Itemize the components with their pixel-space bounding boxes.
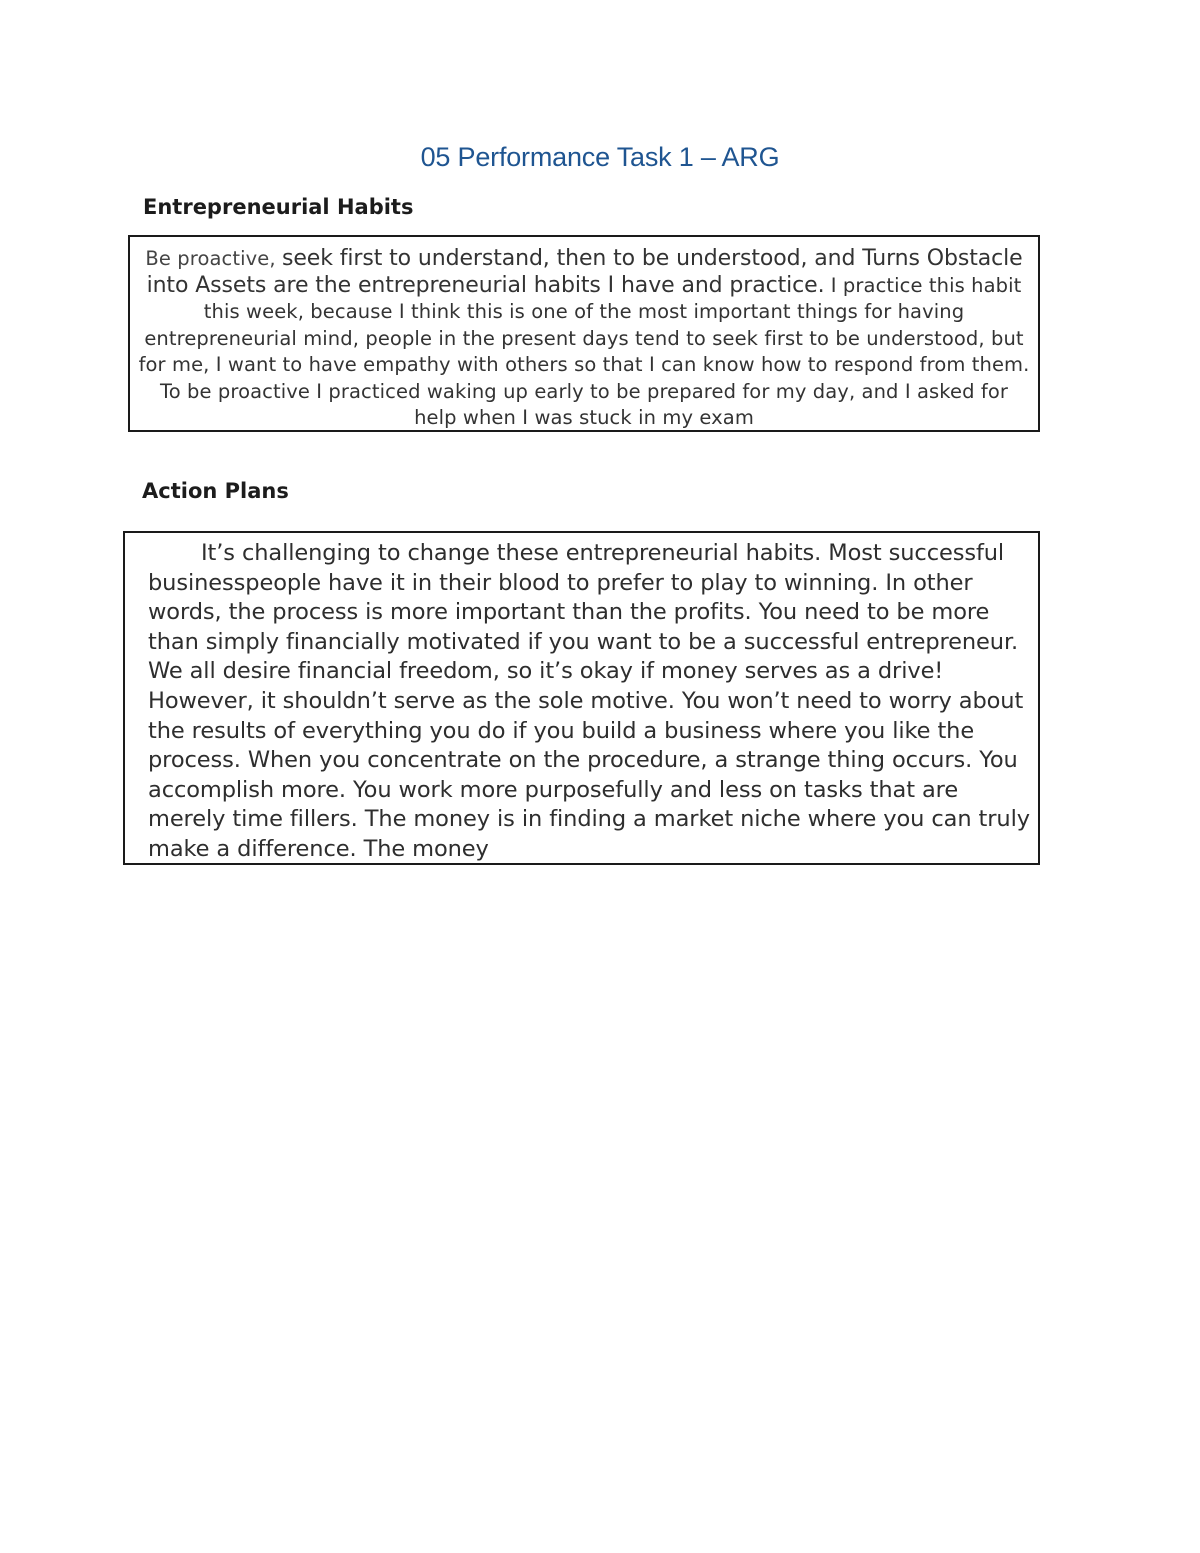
section-heading-entrepreneurial-habits: Entrepreneurial Habits bbox=[143, 195, 414, 219]
section-heading-action-plans: Action Plans bbox=[142, 479, 289, 503]
habits-text-emphasis: seek first to understand, then to be understood, and Turns Obstacle into Assets are the entrepreneurial habits I have and practice. bbox=[146, 246, 1023, 298]
page-title: 05 Performance Task 1 – ARG bbox=[420, 142, 780, 172]
action-plans-text: It’s challenging to change these entrepreneurial habits. Most successful businesspeople have it in their blood to prefer to play to winning. In other words, the process is more important than the profits. You need to be more than simply financially motivated if you want to be a successful entrepreneur. We all desire financial freedom, so it’s okay if money serves as a drive! However, it shouldn’t serve as the sole motive. You won’t need to worry about the results of everything you do if you build a business where you like the process. When you concentrate on the procedure, a strange thing occurs. You accomplish more. You work more purposefully and less on tasks that are merely time fillers. The money is in finding a market niche where you can truly make a difference. The money bbox=[148, 540, 1030, 862]
entrepreneurial-habits-text bbox=[138, 246, 1030, 432]
entrepreneurial-habits-textbox bbox=[128, 235, 1040, 432]
action-plans-textbox bbox=[123, 531, 1040, 865]
habits-text-rest: I practice this habit this week, because I think this is one of the most important things for having entrepreneurial mind, people in the present days tend to seek first to be understood, but for me, I want to have empathy with others so that I can know how to respond from them. To be proactive I practiced waking up early to be prepared for my day, and I asked for help when I was stuck in my exam bbox=[138, 273, 1030, 429]
habits-text-lead: Be proactive, bbox=[145, 247, 282, 270]
